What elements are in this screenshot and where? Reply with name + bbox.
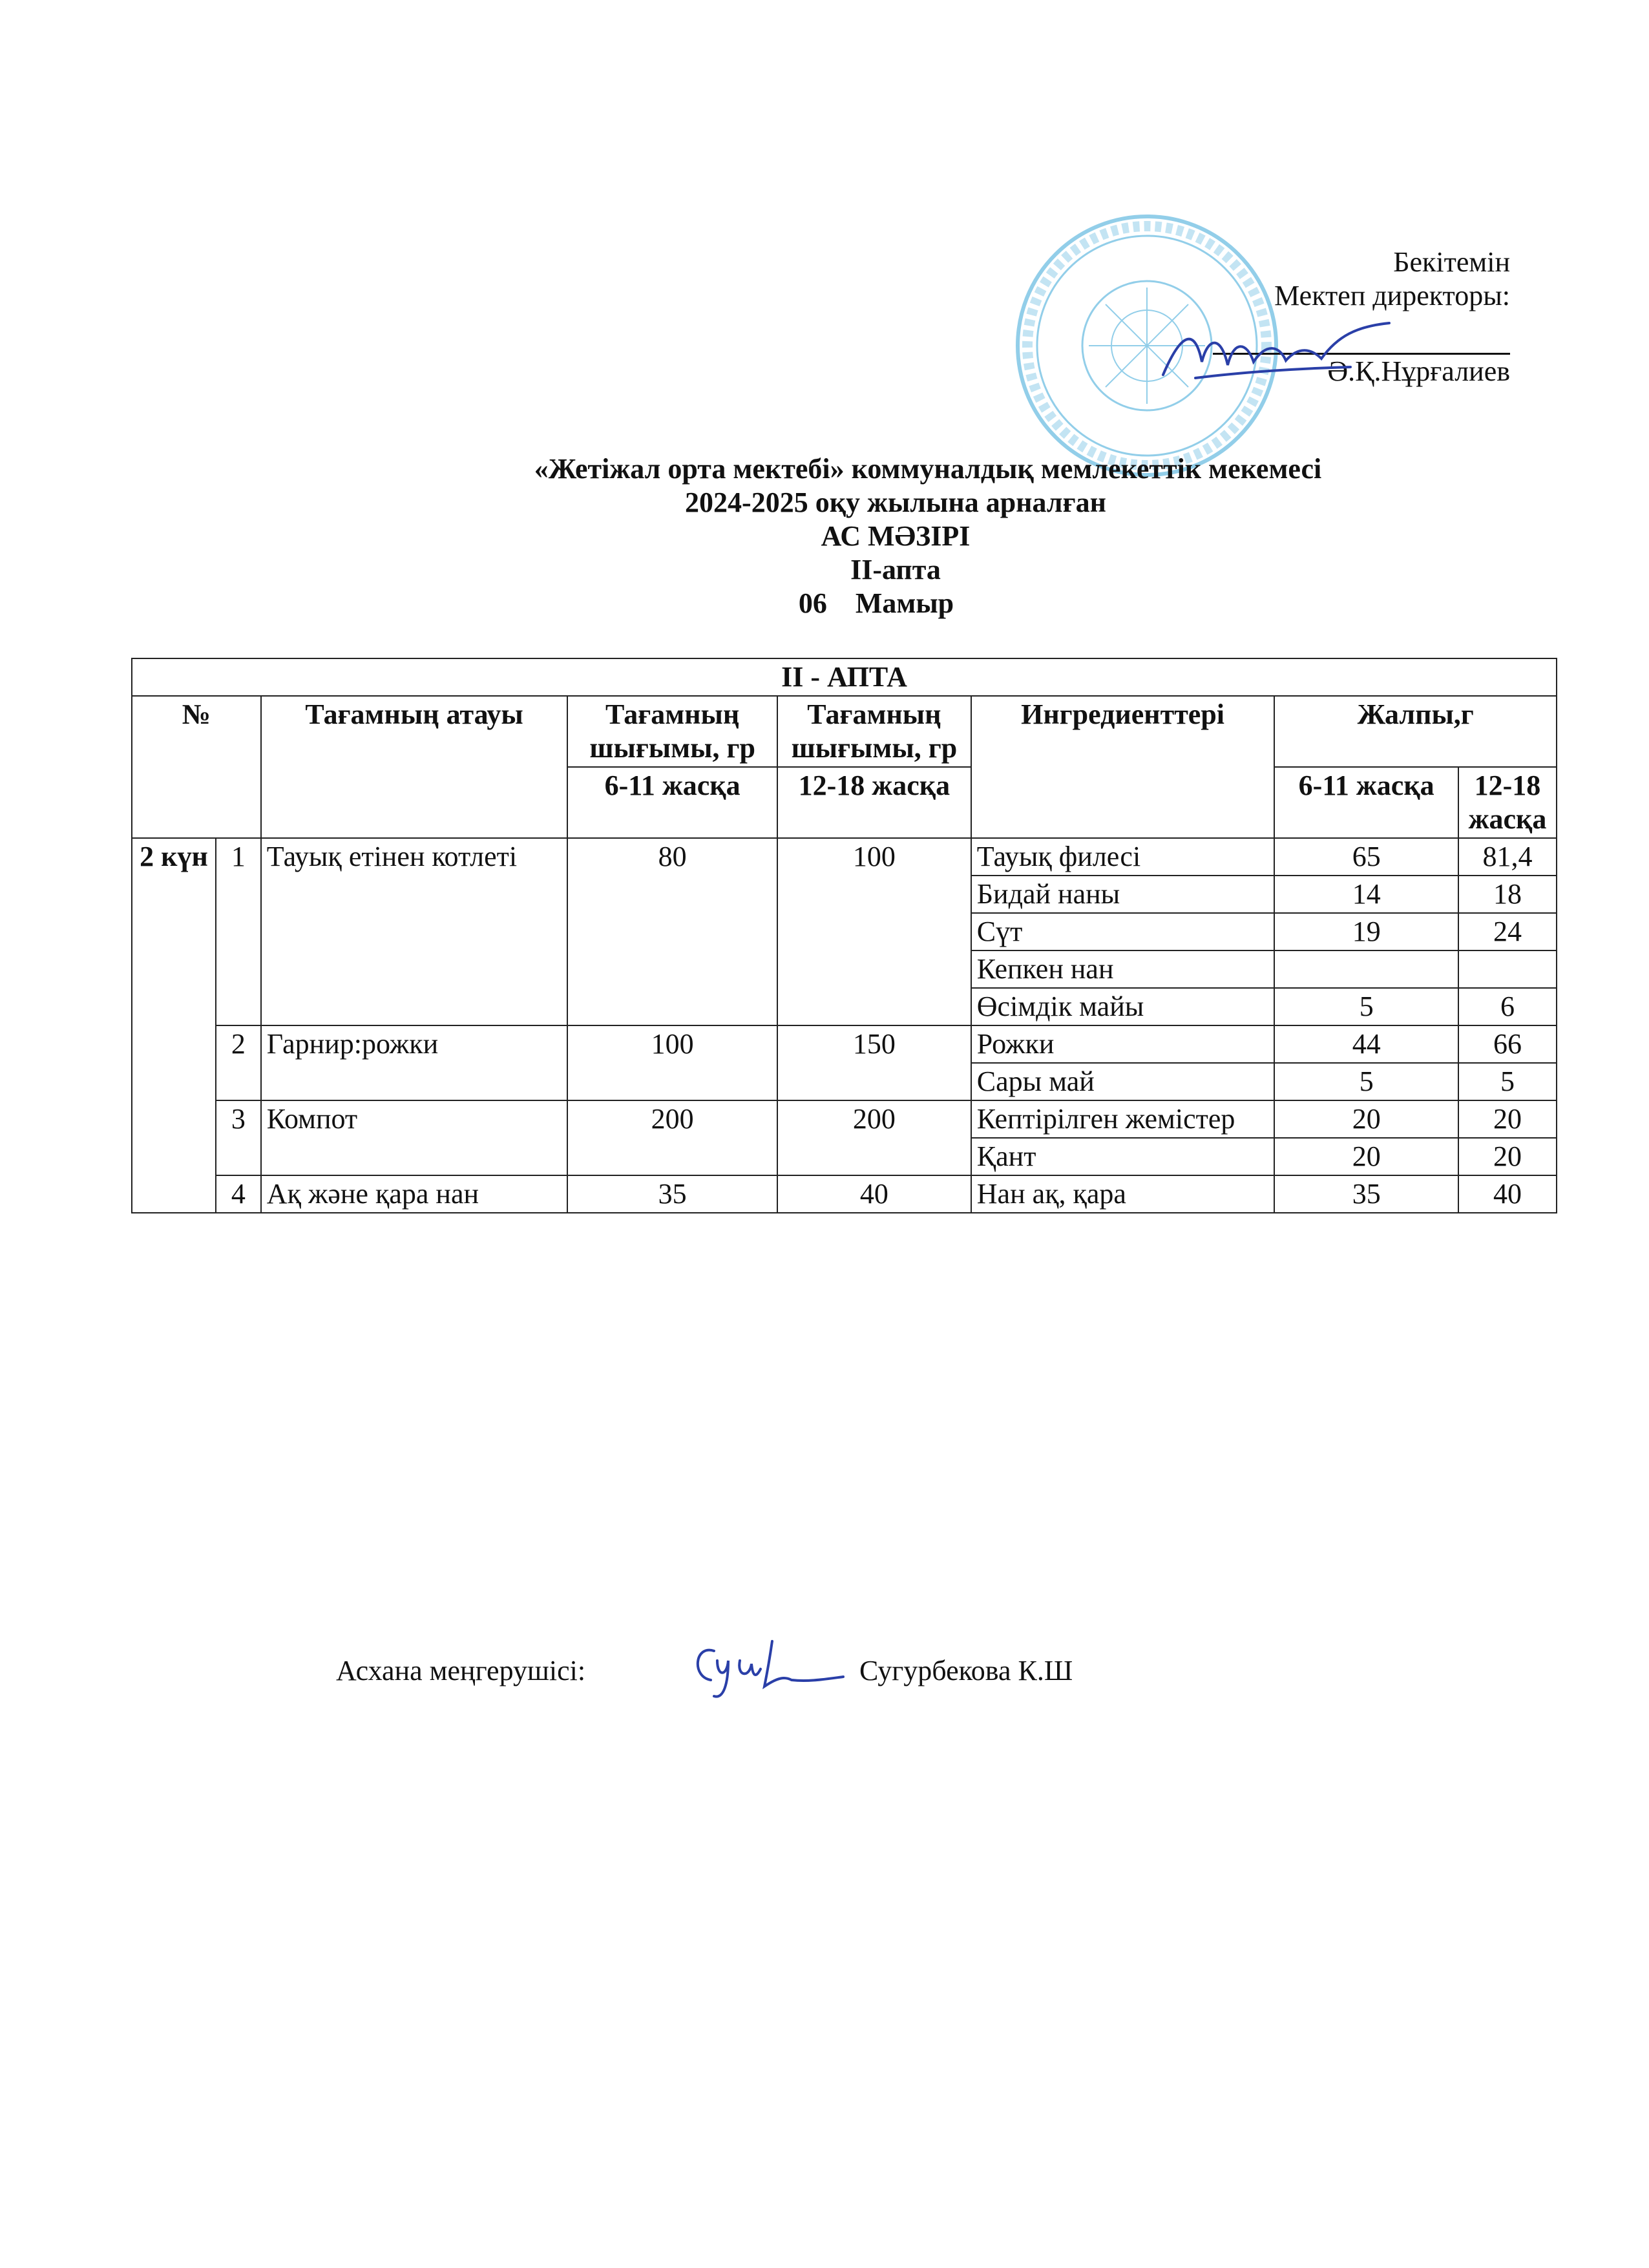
ingredient-amount-6-11: 44 [1274,1025,1458,1063]
dish-number: 2 [216,1025,261,1100]
ingredient-amount-6-11: 65 [1274,838,1458,876]
header-total: Жалпы,г [1274,696,1557,767]
document-heading [0,452,1649,620]
ingredient-name: Өсімдік майы [971,988,1275,1025]
dish-name: Ақ және қара нан [261,1175,567,1213]
dish-name: Гарнир:рожки [261,1025,567,1100]
ingredient-name: Бидай наны [971,876,1275,913]
dish-yield-6-11: 200 [567,1100,777,1175]
header-age-12-18: 12-18 жасқа [777,767,971,838]
header-yield-2: Тағамның шығымы, гр [777,696,971,767]
header-age-6-11: 6-11 жасқа [567,767,777,838]
academic-year: 2024-2025 оқу жылына арналған [685,487,1106,518]
director-signature [1157,317,1402,394]
approval-title: Бекітемін [1393,246,1510,278]
menu-title: АС МӘЗІРІ [821,520,971,552]
ingredient-name: Кепкен нан [971,950,1275,988]
ingredient-amount-12-18: 5 [1458,1063,1557,1100]
header-ingredients: Ингредиенттері [971,696,1275,838]
canteen-head-signature [688,1632,850,1703]
approval-position: Мектеп директоры: [1274,280,1510,311]
dish-yield-12-18: 40 [777,1175,971,1213]
ingredient-amount-6-11: 35 [1274,1175,1458,1213]
ingredient-amount-6-11 [1274,950,1458,988]
ingredient-amount-12-18: 81,4 [1458,838,1557,876]
header-yield-1: Тағамның шығымы, гр [567,696,777,767]
table-row [132,1100,1557,1138]
table-row [132,1025,1557,1063]
ingredient-amount-12-18: 20 [1458,1138,1557,1175]
dish-yield-6-11: 35 [567,1175,777,1213]
menu-date: 06 Мамыр [798,587,954,619]
ingredient-amount-6-11: 20 [1274,1100,1458,1138]
dish-yield-6-11: 80 [567,838,777,1025]
table-caption: ІІ - АПТА [132,658,1557,696]
ingredient-amount-12-18: 40 [1458,1175,1557,1213]
dish-yield-12-18: 200 [777,1100,971,1175]
ingredient-amount-6-11: 5 [1274,1063,1458,1100]
dish-yield-12-18: 100 [777,838,971,1025]
ingredient-amount-12-18: 20 [1458,1100,1557,1138]
ingredient-name: Қант [971,1138,1275,1175]
ingredient-name: Сары май [971,1063,1275,1100]
dish-number: 4 [216,1175,261,1213]
ingredient-amount-12-18: 66 [1458,1025,1557,1063]
ingredient-amount-6-11: 14 [1274,876,1458,913]
header-number: № [132,696,261,838]
dish-number: 3 [216,1100,261,1175]
ingredient-amount-6-11: 19 [1274,913,1458,950]
week-label: ІІ-апта [850,554,941,585]
director-name: Ә.Қ.Нұрғалиев [1327,355,1510,387]
dish-name: Компот [261,1100,567,1175]
table-row [132,1175,1557,1213]
ingredient-amount-6-11: 20 [1274,1138,1458,1175]
dish-yield-6-11: 100 [567,1025,777,1100]
canteen-head-label: Асхана меңгерушісі: [336,1655,586,1686]
dish-yield-12-18: 150 [777,1025,971,1100]
ingredient-amount-12-18: 24 [1458,913,1557,950]
table-row [132,838,1557,876]
ingredient-amount-12-18: 6 [1458,988,1557,1025]
canteen-head-name: Сугурбекова К.Ш [859,1655,1073,1686]
ingredient-name: Нан ақ, қара [971,1175,1275,1213]
organization-name: «Жетіжал орта мектебі» коммуналдық мемлекеттік мекемесі [534,453,1322,485]
day-label: 2 күн [132,838,216,1213]
header-dish: Тағамның атауы [261,696,567,838]
ingredient-name: Рожки [971,1025,1275,1063]
header-total-age-6-11: 6-11 жасқа [1274,767,1458,838]
footer-signature-block [336,1654,1073,1688]
ingredient-name: Тауық филесі [971,838,1275,876]
ingredient-amount-6-11: 5 [1274,988,1458,1025]
ingredient-name: Сүт [971,913,1275,950]
ingredient-amount-12-18: 18 [1458,876,1557,913]
menu-table [131,658,1557,1213]
ingredient-name: Кептірілген жемістер [971,1100,1275,1138]
header-total-age-12-18: 12-18 жасқа [1458,767,1557,838]
dish-number: 1 [216,838,261,1025]
dish-name: Тауық етінен котлеті [261,838,567,1025]
ingredient-amount-12-18 [1458,950,1557,988]
